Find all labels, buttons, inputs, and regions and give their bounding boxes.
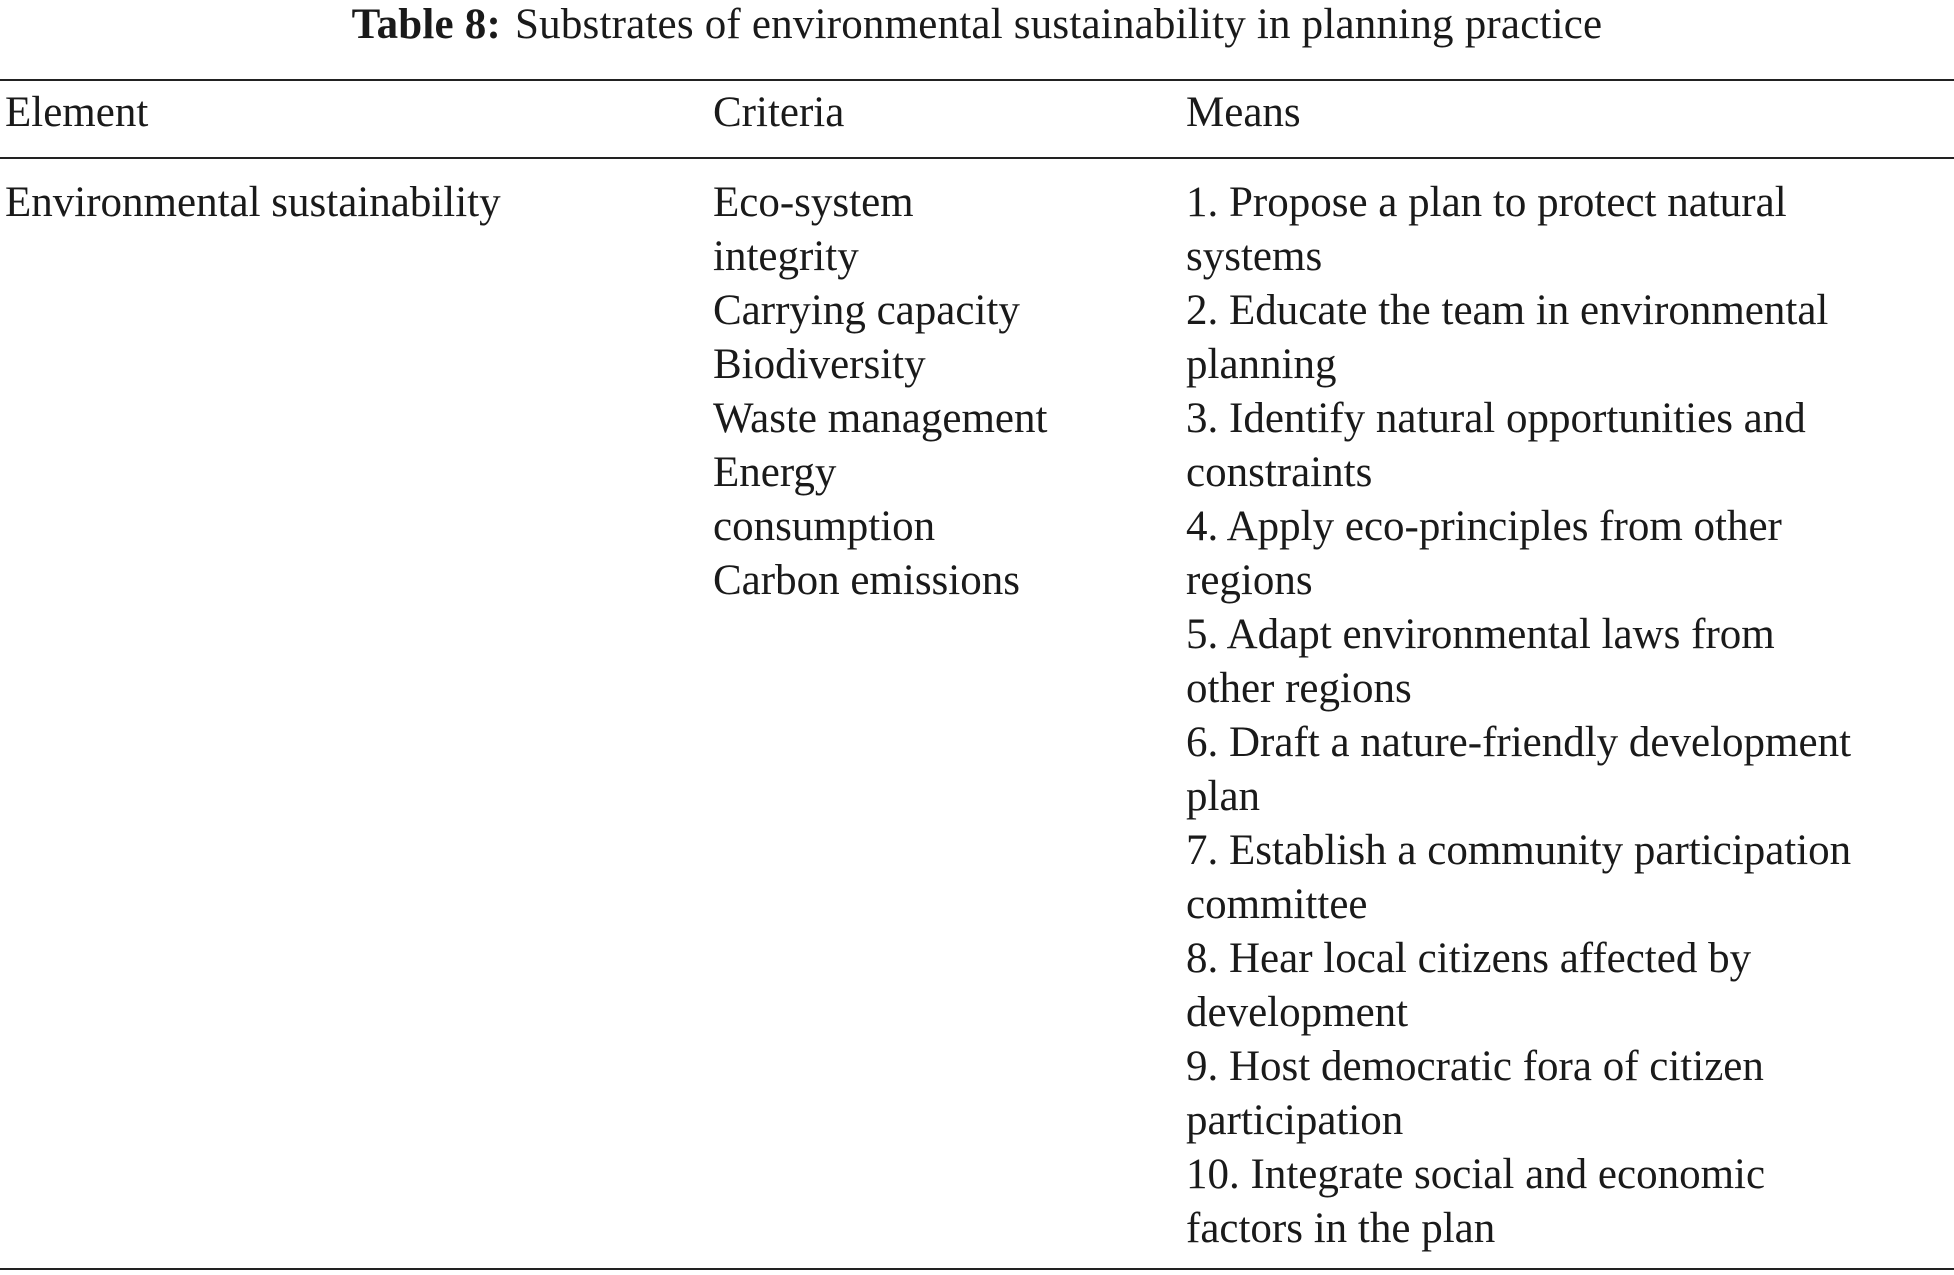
means-line: 3. Identify natural opportunities and [1186, 395, 1806, 442]
table-header-rule [0, 157, 1954, 159]
means-line: factors in the plan [1186, 1205, 1496, 1252]
criteria-line: Biodiversity [713, 341, 926, 388]
table-caption-label: Table 8: [351, 1, 501, 48]
means-list [1186, 176, 1946, 1256]
element-cell: Environmental sustainability [5, 179, 501, 226]
means-line: participation [1186, 1097, 1404, 1144]
means-line: other regions [1186, 665, 1412, 712]
table-caption-title: Substrates of environmental sustainability in planning practice [515, 1, 1603, 48]
means-item [1186, 608, 1946, 716]
criteria-line: integrity [713, 233, 859, 280]
means-line: 1. Propose a plan to protect natural [1186, 179, 1787, 226]
column-header-means: Means [1186, 89, 1301, 136]
means-line: 9. Host democratic fora of citizen [1186, 1043, 1764, 1090]
means-line: planning [1186, 341, 1337, 388]
means-item [1186, 284, 1946, 392]
means-line: constraints [1186, 449, 1373, 496]
criteria-line: Eco-system [713, 179, 914, 226]
criteria-item [713, 176, 1173, 284]
means-line: systems [1186, 233, 1323, 280]
criteria-line: Carbon emissions [713, 557, 1020, 604]
column-header-criteria: Criteria [713, 89, 845, 136]
table-top-rule [0, 79, 1954, 81]
means-line: development [1186, 989, 1409, 1036]
means-item [1186, 176, 1946, 284]
criteria-item [713, 392, 1173, 446]
column-header-element: Element [5, 89, 149, 136]
means-line: 8. Hear local citizens affected by [1186, 935, 1752, 982]
criteria-line: Energy [713, 449, 837, 496]
means-line: 6. Draft a nature-friendly development [1186, 719, 1852, 766]
means-item [1186, 932, 1946, 1040]
criteria-item [713, 446, 1173, 554]
means-item [1186, 392, 1946, 500]
table-bottom-rule [0, 1268, 1954, 1270]
means-item [1186, 500, 1946, 608]
criteria-item [713, 284, 1173, 338]
table-caption [0, 0, 1954, 50]
means-line: 10. Integrate social and economic [1186, 1151, 1766, 1198]
means-item [1186, 1148, 1946, 1256]
means-line: 4. Apply eco-principles from other [1186, 503, 1782, 550]
means-line: regions [1186, 557, 1313, 604]
means-line: 7. Establish a community participation [1186, 827, 1852, 874]
criteria-item [713, 554, 1173, 608]
means-item [1186, 1040, 1946, 1148]
means-item [1186, 824, 1946, 932]
criteria-list [713, 176, 1173, 608]
means-line: 2. Educate the team in environmental [1186, 287, 1829, 334]
means-line: plan [1186, 773, 1261, 820]
criteria-line: consumption [713, 503, 936, 550]
means-item [1186, 716, 1946, 824]
means-line: committee [1186, 881, 1368, 928]
means-line: 5. Adapt environmental laws from [1186, 611, 1775, 658]
criteria-item [713, 338, 1173, 392]
criteria-line: Carrying capacity [713, 287, 1020, 334]
criteria-line: Waste management [713, 395, 1048, 442]
